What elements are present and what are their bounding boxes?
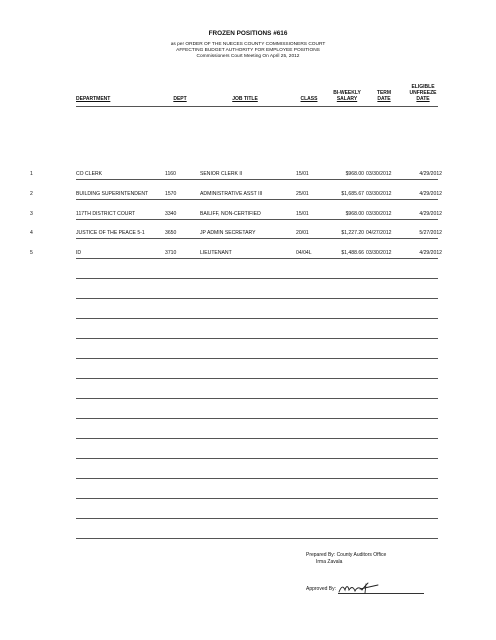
rule-line: [76, 318, 438, 319]
header-job-title: JOB TITLE: [232, 96, 258, 102]
cell-salary: $1,488.66: [341, 250, 364, 256]
cell-term-date: 03/30/2012: [366, 171, 392, 177]
header-term-date: [370, 90, 398, 102]
cell-term-date: 03/30/2012: [366, 191, 392, 197]
cell-class: 15/01: [296, 171, 309, 177]
document-title: FROZEN POSITIONS #616: [208, 30, 288, 37]
cell-department: ID: [76, 250, 82, 256]
cell-salary: $968.00: [345, 171, 364, 177]
cell-job-title: LIEUTENANT: [200, 250, 232, 256]
cell-eligible-date: 4/29/2012: [419, 211, 442, 217]
rule-line: [76, 538, 438, 539]
cell-eligible-date: 4/29/2012: [419, 191, 442, 197]
row-number: 2: [30, 191, 33, 197]
rule-line: [76, 106, 438, 107]
cell-job-title: SENIOR CLERK II: [200, 171, 243, 177]
signature: [338, 581, 380, 595]
header-term-bottom: DATE: [377, 96, 391, 102]
rule-line: [76, 199, 438, 200]
rule-line: [76, 278, 438, 279]
cell-job-title: BAILIFF, NON-CERTIFIED: [200, 211, 261, 217]
header-eligible-unfreeze-date: [404, 84, 442, 102]
rule-line: [76, 219, 438, 220]
rule-line: [76, 258, 438, 259]
cell-job-title: JP ADMIN SECRETARY: [200, 230, 256, 236]
rule-line: [76, 478, 438, 479]
cell-department: CO CLERK: [76, 171, 103, 177]
subtitle-line-3: Commissioners Court Meeting On April 25, 2012: [196, 54, 300, 59]
rule-line: [76, 378, 438, 379]
cell-term-date: 04/27/2012: [366, 230, 392, 236]
header-department: DEPARTMENT: [76, 96, 111, 102]
cell-department: JUSTICE OF THE PEACE 5-1: [76, 230, 145, 236]
header-term-top: TERM: [376, 90, 392, 96]
cell-dept: 1570: [165, 191, 177, 197]
header-class: CLASS: [300, 96, 318, 102]
subtitle-line-2: AFFECTING BUDGET AUTHORITY FOR EMPLOYEE POSITIONS: [176, 48, 320, 53]
rule-line: [76, 398, 438, 399]
rule-line: [76, 498, 438, 499]
rule-line: [76, 518, 438, 519]
rule-line: [76, 438, 438, 439]
rule-line: [76, 418, 438, 419]
cell-dept: 3710: [165, 250, 177, 256]
approved-by-label: Approved By:: [306, 586, 337, 592]
rule-line: [76, 179, 438, 180]
cell-eligible-date: 4/29/2012: [419, 250, 442, 256]
cell-class: 15/01: [296, 211, 309, 217]
prepared-by: Prepared By: County Auditors Office: [306, 552, 387, 558]
header-dept: DEPT: [173, 96, 187, 102]
header-eligible-top: ELIGIBLE: [411, 84, 435, 90]
row-number: 3: [30, 211, 33, 217]
rule-line: [76, 238, 438, 239]
cell-eligible-date: 5/27/2012: [419, 230, 442, 236]
prepared-name: Irma Zavala: [316, 559, 343, 565]
rule-line: [76, 338, 438, 339]
cell-term-date: 03/30/2012: [366, 250, 392, 256]
cell-eligible-date: 4/29/2012: [419, 171, 442, 177]
cell-department: BUILDING SUPERINTENDENT: [76, 191, 149, 197]
cell-job-title: ADMINISTRATIVE ASST III: [200, 191, 263, 197]
row-number: 1: [30, 171, 33, 177]
cell-salary: $968.00: [345, 211, 364, 217]
cell-class: 20/01: [296, 230, 309, 236]
cell-dept: 1160: [165, 171, 176, 177]
cell-class: 04/04L: [296, 250, 312, 256]
header-biweekly-bottom: SALARY: [336, 96, 358, 102]
row-number: 4: [30, 230, 33, 236]
cell-class: 25/01: [296, 191, 309, 197]
cell-salary: $1,685.67: [341, 191, 364, 197]
rule-line: [76, 358, 438, 359]
row-number: 5: [30, 250, 33, 256]
header-biweekly-salary: [326, 90, 368, 102]
rule-line: [76, 298, 438, 299]
cell-term-date: 03/30/2012: [366, 211, 392, 217]
cell-dept: 3650: [165, 230, 177, 236]
header-eligible-bottom: DATE: [416, 96, 430, 102]
subtitle-line-1: as per ORDER OF THE NUECES COUNTY COMMISSIONERS COURT: [170, 42, 326, 47]
cell-department: 117TH DISTRICT COURT: [76, 211, 136, 217]
cell-dept: 3340: [165, 211, 177, 217]
cell-salary: $1,227.20: [341, 230, 364, 236]
header-eligible-mid: UNFREEZE: [409, 90, 437, 96]
rule-line: [76, 458, 438, 459]
header-biweekly-top: BI-WEEKLY: [333, 90, 361, 96]
